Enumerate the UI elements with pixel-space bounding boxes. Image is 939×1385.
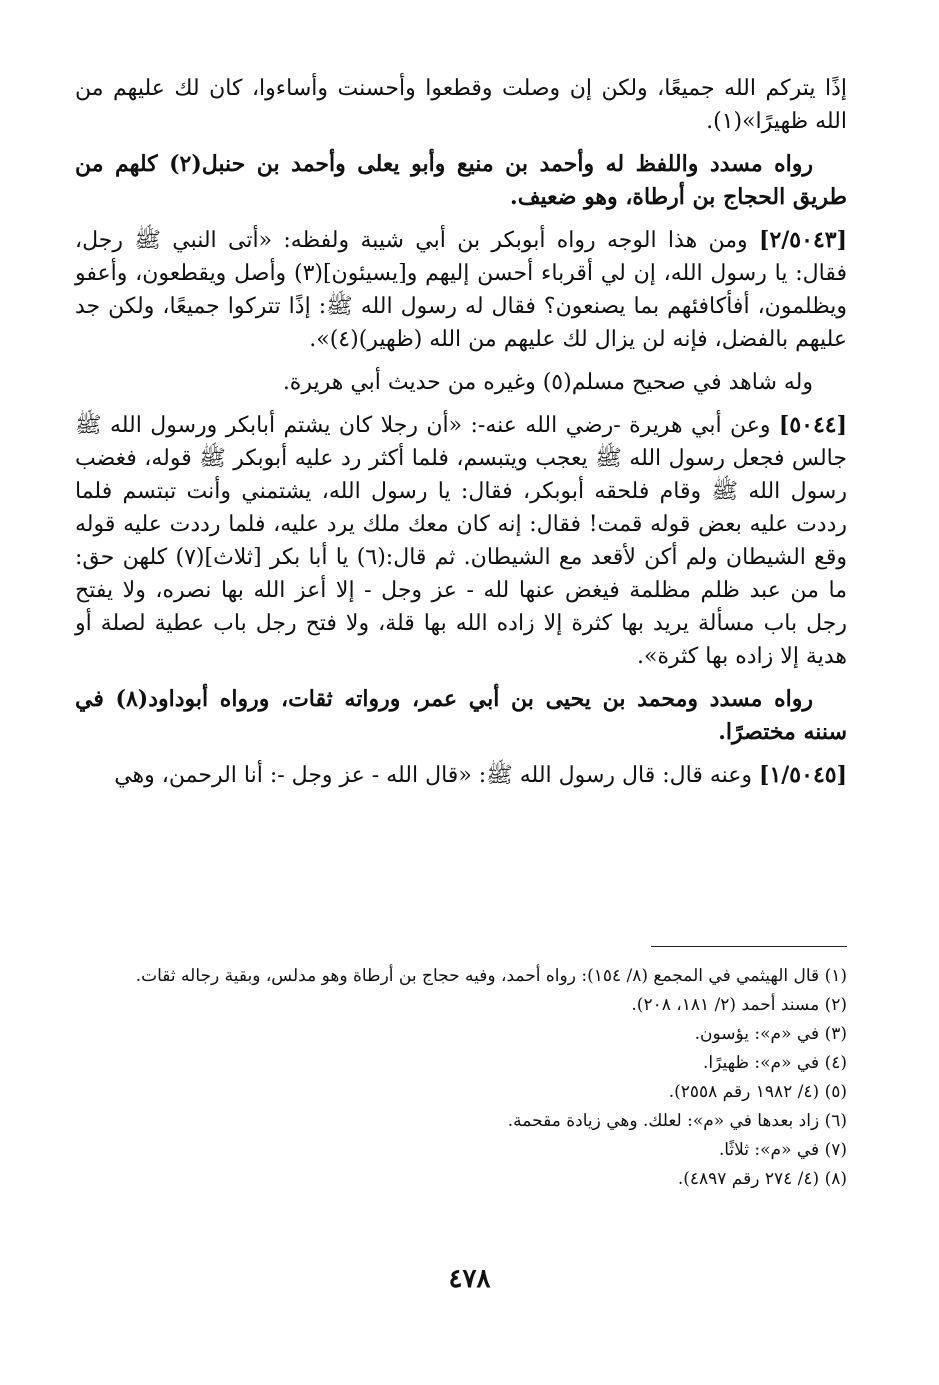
hadith-5043 (75, 224, 847, 356)
footnotes (75, 962, 847, 1194)
hadith-number: [٥٠٤٤] (778, 412, 847, 438)
main-text (75, 72, 847, 802)
footnote: (٦) زاد بعدها في «م»: لعلك. وهي زيادة مقحمة. (507, 1111, 847, 1131)
footnote: (٥) (٤/ ١٩٨٢ رقم ٢٥٥٨). (668, 1082, 847, 1102)
footnote: (٣) في «م»: يؤسون. (694, 1024, 847, 1044)
paragraph-continuation: إذًا يتركم الله جميعًا، ولكن إن وصلت وقطعوا وأحسنت وأساءوا، كان لك عليهم من الله ظهيرًا»(١). (75, 76, 847, 134)
hadith-5045 (75, 759, 847, 792)
footnote: (٨) (٤/ ٢٧٤ رقم ٤٨٩٧). (677, 1169, 847, 1189)
footnote-separator (651, 946, 847, 947)
paragraph-witness: وله شاهد في صحيح مسلم(٥) وغيره من حديث أبي هريرة. (282, 370, 813, 395)
hadith-text: وعن أبي هريرة -رضي الله عنه-: «أن رجلا كان يشتم أبابكر ورسول الله ﷺ جالس فجعل رسول الله ﷺ يعجب ويتبسم، فلما أكثر رد عليه أبوبكر ﷺ قوله، فغضب رسول الله ﷺ وقام فلحقه أبوبكر، فقال: يا رسول الله، يشتمني وأنت تبتسم فلما رددت عليه بعض قوله قمت! فقال: إنه كان معك ملك يرد عليه، فلما رددت عليه قوله وقع الشيطان ولم أكن لأقعد مع الشيطان. ثم قال:(٦) يا أبا بكر [ثلاث](٧) كلهن حق: ما من عبد ظلم مظلمة فيغض عنها لله - عز وجل - إلا أعز الله بها نصره، ولا يفتح رجل باب مسألة يريد بها كثرة إلا زاده الله بها قلة، ولا فتح رجل باب عطية لصلة أو هدية إلا زاده بها كثرة». (75, 413, 847, 669)
hadith-number: [١/٥٠٤٥] (759, 762, 847, 788)
hadith-text: ومن هذا الوجه رواه أبوبكر بن أبي شيبة ولفظه: «أتى النبي ﷺ رجل، فقال: يا رسول الله، إن لي أقرباء أحسن إليهم و[يسيئون](٣) وأصل ويقطعون، وأعفو ويظلمون، أفأكافئهم بما يصنعون؟ فقال له رسول الله ﷺ: إذًا تتركوا جميعًا، ولكن جد عليهم بالفضل، فإنه لن يزال لك عليهم من الله (ظهير)(٤)». (75, 228, 847, 352)
footnote: (٧) في «م»: ثلاثًا. (718, 1140, 847, 1160)
hadith-number: [٢/٥٠٤٣] (759, 227, 847, 253)
paragraph-source-note: رواه مسدد واللفظ له وأحمد بن منيع وأبو يعلى وأحمد بن حنبل(٢) كلهم من طريق الحجاج بن أرطاة، وهو ضعيف. (75, 151, 847, 210)
hadith-5044 (75, 409, 847, 673)
hadith-text: وعنه قال: قال رسول الله ﷺ: «قال الله - عز وجل -: أنا الرحمن، وهي (114, 763, 753, 788)
page-number: ٤٧٨ (448, 1264, 491, 1294)
footnote: (١) قال الهيثمي في المجمع (٨/ ١٥٤): رواه أحمد، وفيه حجاج بن أرطاة وهو مدلس، وبقية رجاله ثقات. (135, 966, 847, 986)
paragraph-source-note: رواه مسدد ومحمد بن يحيى بن أبي عمر، ورواته ثقات، ورواه أبوداود(٨) في سننه مختصرًا. (75, 686, 847, 745)
footnote: (٤) في «م»: ظهيرًا. (703, 1053, 847, 1073)
footnote: (٢) مسند أحمد (٢/ ١٨١، ٢٠٨). (631, 995, 847, 1015)
